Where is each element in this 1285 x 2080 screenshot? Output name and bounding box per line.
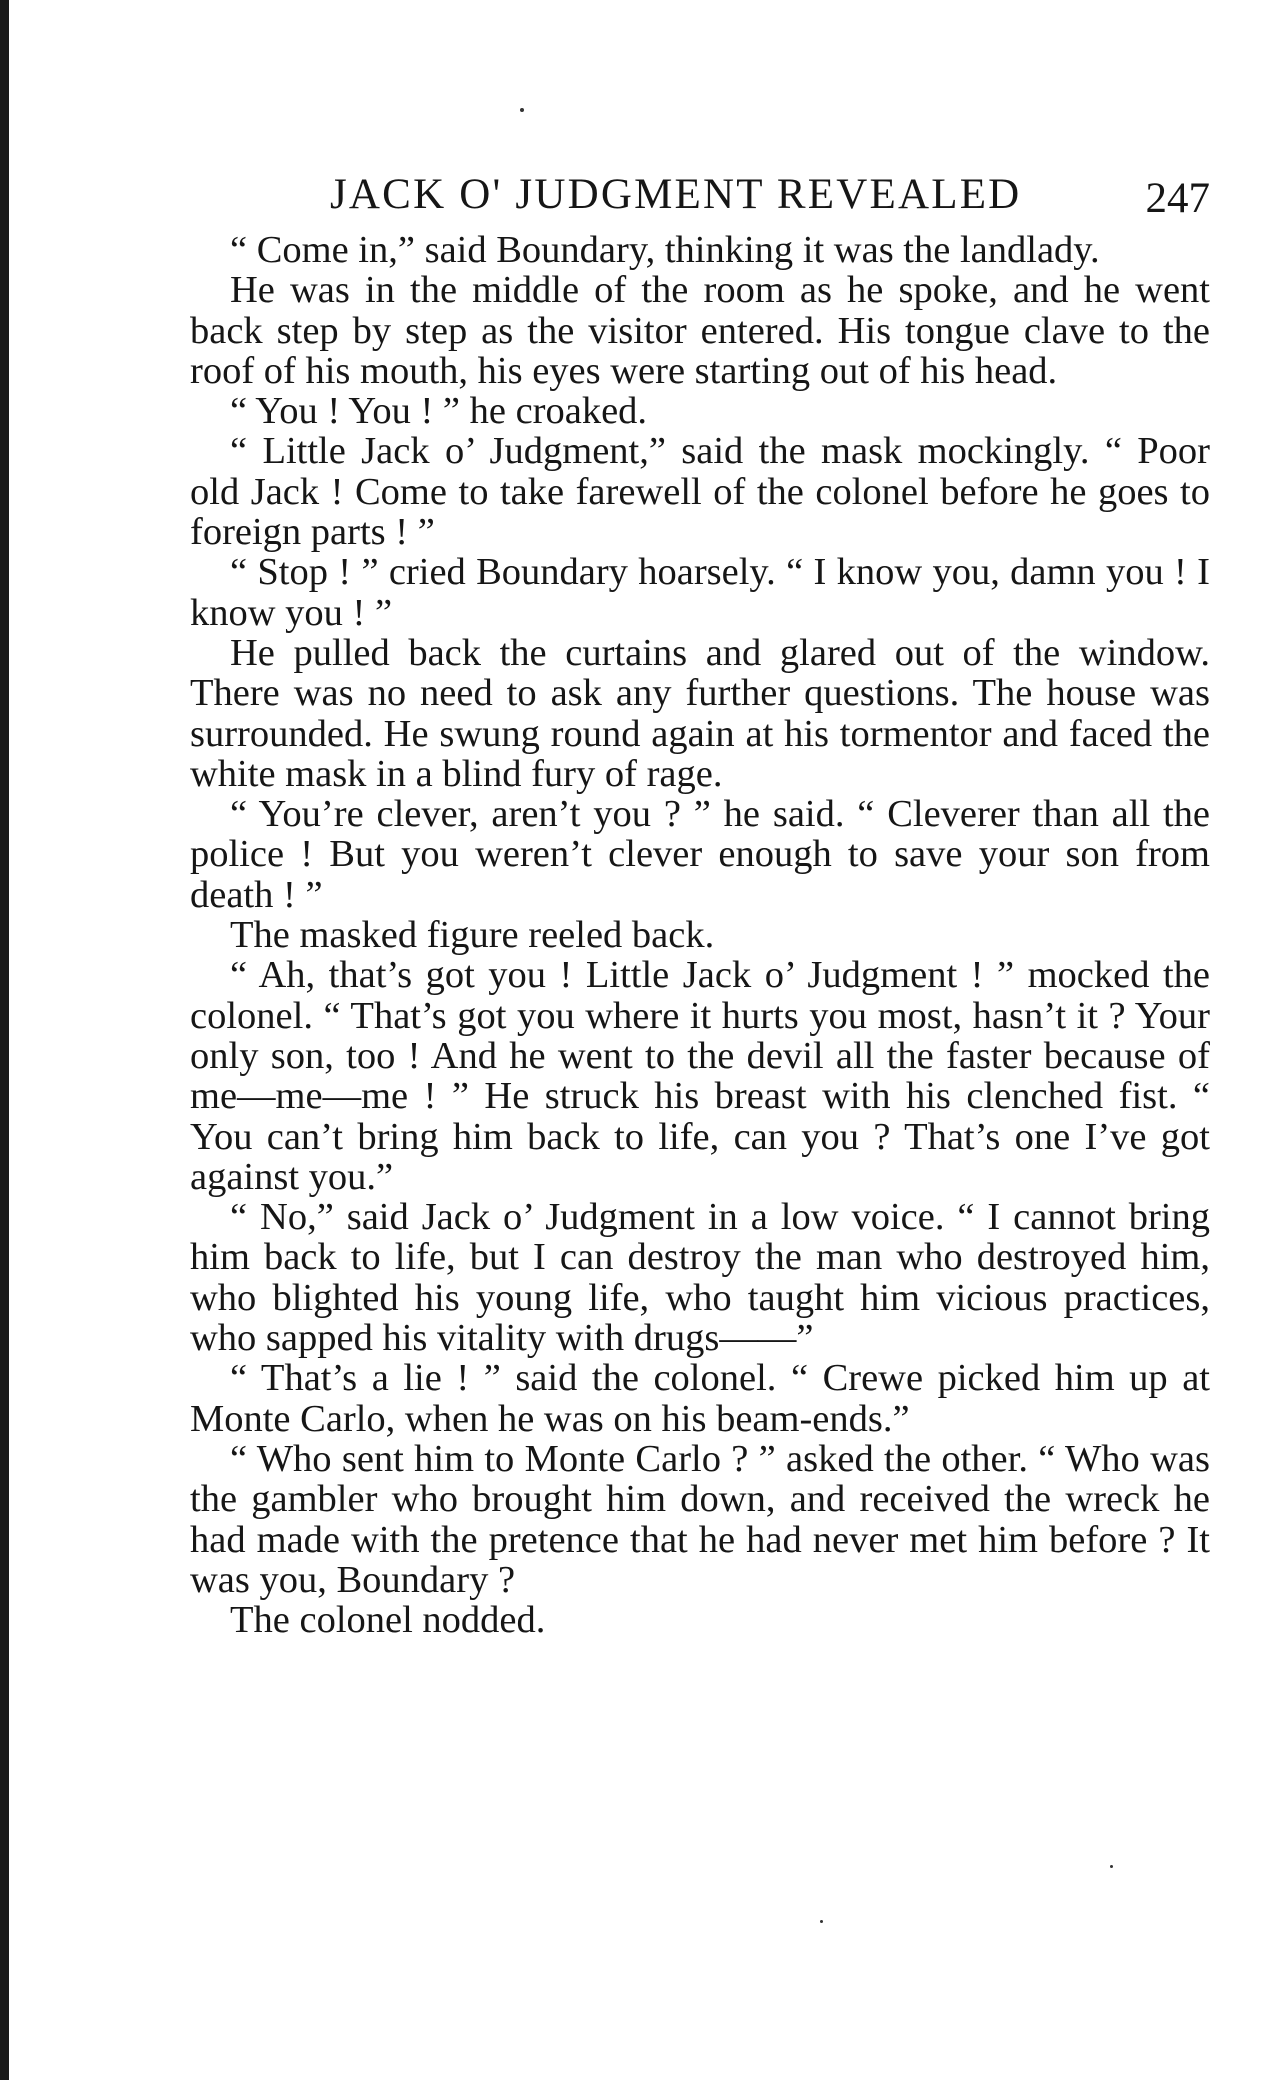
running-title: JACK O' JUDGMENT REVEALED xyxy=(330,171,1022,218)
body-text xyxy=(190,230,1210,1640)
page-number: 247 xyxy=(1145,175,1210,222)
print-speck xyxy=(1110,1865,1113,1868)
paragraph: “ That’s a lie ! ” said the colonel. “ Crewe picked him up at Monte Carlo, when he was on his beam-ends.” xyxy=(190,1357,1210,1440)
print-speck xyxy=(520,108,524,112)
paragraph: “ You ! You ! ” he croaked. xyxy=(230,390,648,433)
paragraph: “ Stop ! ” cried Boundary hoarsely. “ I know you, damn you ! I know you ! ” xyxy=(190,551,1210,634)
paragraph: He pulled back the curtains and glared out of the window. There was no need to ask any further questions. The house was surrounded. He swung round again at his tormentor and faced the white mask in a blind fury of rage. xyxy=(190,631,1210,795)
print-speck xyxy=(820,1920,823,1923)
paragraph: “ Who sent him to Monte Carlo ? ” asked the other. “ Who was the gambler who brought him down, and received the wreck he had made with the pretence that he had never met him before ? It was you, Boundary ? xyxy=(190,1437,1210,1601)
paragraph: He was in the middle of the room as he spoke, and he went back step by step as the visitor entered. His tongue clave to the roof of his mouth, his eyes were starting out of his head. xyxy=(190,269,1210,392)
paragraph: The colonel nodded. xyxy=(230,1599,546,1642)
paragraph: “ Little Jack o’ Judgment,” said the mask mockingly. “ Poor old Jack ! Come to take farewell of the colonel before he goes to foreign parts ! ” xyxy=(190,430,1210,554)
paragraph: “ Ah, that’s got you ! Little Jack o’ Judgment ! ” mocked the colonel. “ That’s got you where it hurts you most, hasn’t it ? Your only son, too ! And he went to the devil all the faster because of me—me—me ! ” He struck his breast with his clenched fist. “ You can’t bring him back to life, can you ? That’s one I’ve got against you.” xyxy=(190,954,1210,1198)
paragraph: The masked figure reeled back. xyxy=(230,914,715,957)
paragraph: “ No,” said Jack o’ Judgment in a low voice. “ I cannot bring him back to life, but I can destroy the man who destroyed him, who blighted his young life, who taught him vicious practices, who sapped his vitality with drugs——” xyxy=(190,1196,1210,1360)
page-header xyxy=(330,165,1210,225)
book-binding-edge xyxy=(0,0,9,2080)
paragraph: “ You’re clever, aren’t you ? ” he said. “ Cleverer than all the police ! But you weren’t clever enough to save your son from death ! ” xyxy=(190,793,1210,916)
paragraph: “ Come in,” said Boundary, thinking it was the landlady. xyxy=(230,229,1100,271)
